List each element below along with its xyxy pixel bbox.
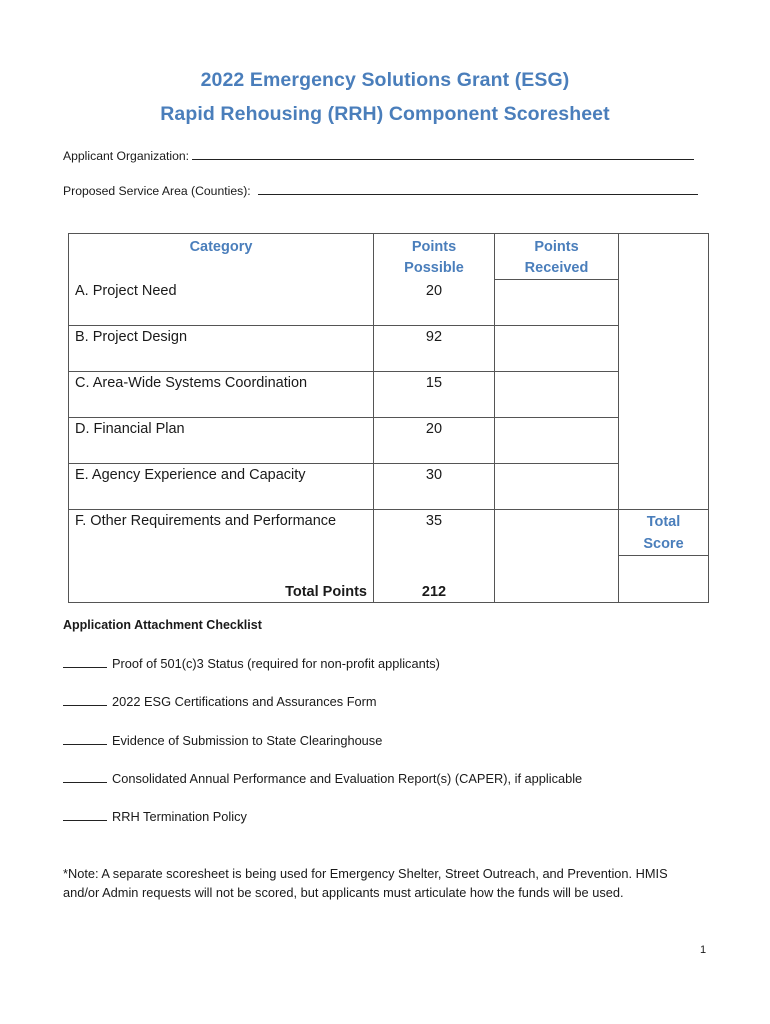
row-category: C. Area-Wide Systems Coordination bbox=[69, 372, 374, 418]
row-points: 20 bbox=[374, 418, 495, 464]
row-points-received[interactable] bbox=[495, 418, 619, 464]
title-line-1: 2022 Emergency Solutions Grant (ESG) bbox=[200, 69, 570, 91]
applicant-organization-label: Applicant Organization: bbox=[63, 149, 190, 163]
row-category: A. Project Need bbox=[69, 280, 374, 326]
service-area-line[interactable] bbox=[258, 183, 698, 195]
checklist-blank[interactable] bbox=[63, 656, 107, 668]
table-header-row bbox=[69, 234, 709, 280]
checklist-blank[interactable] bbox=[63, 733, 107, 745]
header-total-blank bbox=[619, 234, 709, 280]
checklist-heading: Application Attachment Checklist bbox=[63, 618, 262, 632]
header-points-possible: Points Possible bbox=[374, 234, 495, 280]
row-category: D. Financial Plan bbox=[69, 418, 374, 464]
row-category: B. Project Design bbox=[69, 326, 374, 372]
table-row bbox=[69, 464, 709, 510]
checklist-item: Evidence of Submission to State Clearinghouse bbox=[63, 733, 382, 748]
row-points: 35 bbox=[374, 510, 495, 556]
total-column-blank bbox=[619, 326, 709, 372]
total-column-blank bbox=[619, 418, 709, 464]
checklist-item: Proof of 501(c)3 Status (required for non-profit applicants) bbox=[63, 656, 440, 671]
header-points-received: Points Received bbox=[495, 234, 619, 280]
total-score-input[interactable] bbox=[619, 556, 709, 603]
table-row bbox=[69, 280, 709, 326]
row-points: 15 bbox=[374, 372, 495, 418]
row-points-received[interactable] bbox=[495, 280, 619, 326]
checklist-blank[interactable] bbox=[63, 809, 107, 821]
page-number: 1 bbox=[700, 944, 707, 956]
row-category: E. Agency Experience and Capacity bbox=[69, 464, 374, 510]
total-points-label: Total Points bbox=[69, 556, 374, 603]
checklist-item: Consolidated Annual Performance and Evaluation Report(s) (CAPER), if applicable bbox=[63, 771, 582, 786]
total-points-row bbox=[69, 556, 709, 603]
table-row bbox=[69, 418, 709, 464]
checklist-blank[interactable] bbox=[63, 771, 107, 783]
scoresheet-table bbox=[68, 233, 709, 603]
footnote: *Note: A separate scoresheet is being used for Emergency Shelter, Street Outreach, and Prevention. HMIS and/or Admin requests will not be scored, but applicants must articulate how the funds will be used. bbox=[63, 866, 668, 900]
table-row bbox=[69, 326, 709, 372]
title-line-2: Rapid Rehousing (RRH) Component Scoresheet bbox=[160, 103, 610, 125]
checklist-item: RRH Termination Policy bbox=[63, 809, 247, 824]
row-points: 30 bbox=[374, 464, 495, 510]
row-points-received[interactable] bbox=[495, 372, 619, 418]
row-points-received[interactable] bbox=[495, 464, 619, 510]
total-column-blank bbox=[619, 372, 709, 418]
total-column-blank bbox=[619, 280, 709, 326]
row-points: 92 bbox=[374, 326, 495, 372]
total-points-received[interactable] bbox=[495, 556, 619, 603]
row-points: 20 bbox=[374, 280, 495, 326]
applicant-organization-field[interactable] bbox=[63, 148, 694, 163]
row-points-received[interactable] bbox=[495, 510, 619, 556]
checklist-item: 2022 ESG Certifications and Assurances Form bbox=[63, 694, 377, 709]
service-area-label: Proposed Service Area (Counties): bbox=[63, 184, 251, 198]
checklist-blank[interactable] bbox=[63, 694, 107, 706]
header-category: Category bbox=[69, 234, 374, 280]
total-points-value: 212 bbox=[374, 556, 495, 603]
applicant-organization-line[interactable] bbox=[192, 148, 694, 160]
total-score-label: Total Score bbox=[619, 510, 709, 556]
service-area-field[interactable] bbox=[63, 183, 698, 198]
row-category: F. Other Requirements and Performance bbox=[69, 510, 374, 556]
total-column-blank bbox=[619, 464, 709, 510]
table-row bbox=[69, 510, 709, 556]
table-row bbox=[69, 372, 709, 418]
row-points-received[interactable] bbox=[495, 326, 619, 372]
